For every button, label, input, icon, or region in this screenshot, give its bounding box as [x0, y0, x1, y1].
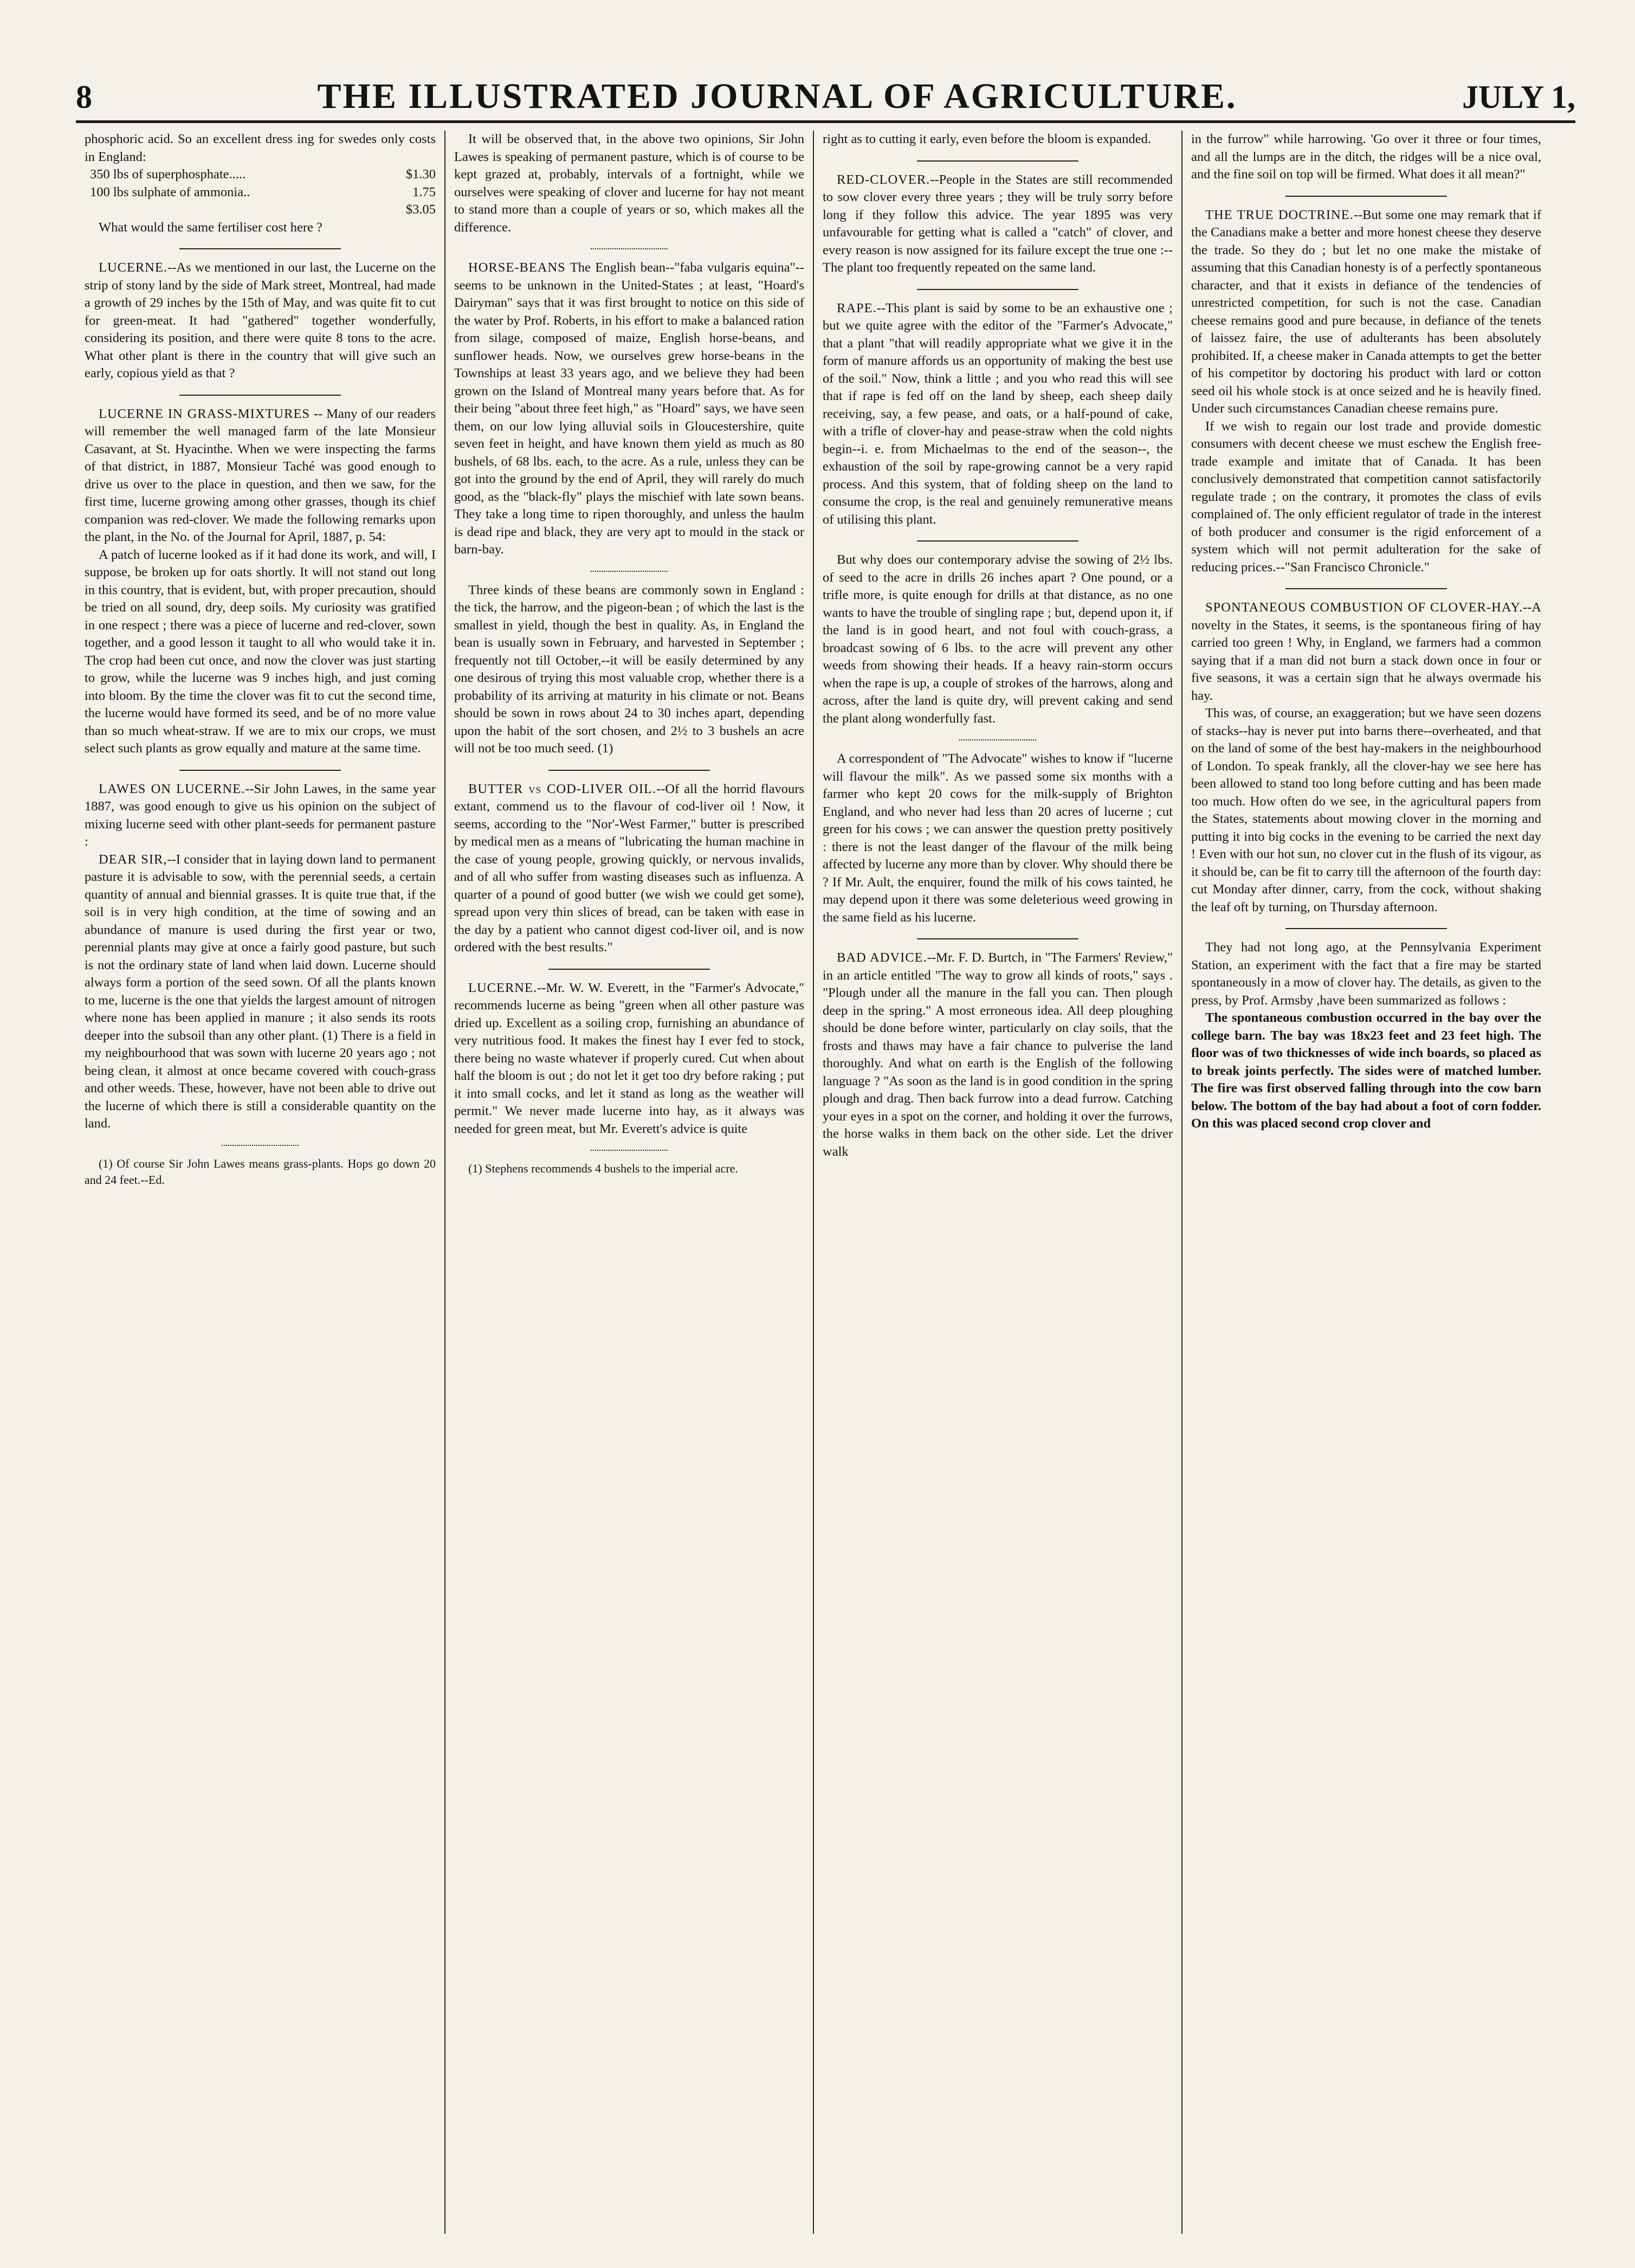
paragraph: If we wish to regain our lost trade and provide domestic consumers with decent cheese we must eschew the English free-trade example and imitate that of Canada. It has been conclusively demonstrated that competition cannot satisfactorily regulate trade ; on the contrary, it promotes the class of evils complained of. The only efficient regulator of trade in the interest of both producer and consumer is the rigid enforcement of a system which will not permit adulteration for the sake of reducing prices.--"San Francisco Chronicle.": [1191, 418, 1541, 575]
paragraph: The spontaneous combustion occurred in the bay over the college barn. The bay was 18x23 feet and 23 feet high. The floor was of two thicknesses of wide inch boards, so placed as to break joints perfectly. The sides were of matched lumber. The fire was first observed falling through into the cow barn below. The bottom of the bay had about a foot of corn fodder. On this was placed second crop clover and: [1191, 1010, 1541, 1131]
cost-label: 100 lbs sulphate of ammonia..: [90, 184, 250, 199]
divider: [591, 571, 668, 572]
divider: [917, 938, 1078, 939]
divider: [959, 739, 1036, 740]
letter-salutation: DEAR SIR,: [99, 852, 167, 867]
article-red-clover: [823, 171, 1173, 277]
divider: [1285, 588, 1446, 589]
cost-value: 1.75: [412, 184, 436, 199]
paragraph: right as to cutting it early, even before the bloom is expanded.: [823, 132, 1151, 146]
footnote: (1) Of course Sir John Lawes means grass-plants. Hops go down 20 and 24 feet.--Ed.: [85, 1156, 436, 1187]
article-rape: [823, 300, 1173, 529]
column-1: [76, 131, 444, 2234]
cost-line: [85, 166, 436, 184]
paragraph: phosphoric acid. So an excellent dress ing for swedes only costs in England:: [85, 132, 436, 164]
divider: [179, 248, 341, 249]
article-body: --Of all the horrid flavours extant, commend us to the flavour of cod-liver oil ! Now, it seems, according to the "Nor'-West Farmer," butter is prescribed by medical men as a means of "lubricating the human machine in the case of young people, growing quickly, or nervous invalids, and of all who suffer from wasting diseases such as influenza. A quarter of a pound of good butter (we wish we could get some), spread upon very thin slices of bread, can be taken with ease in the day by a patient who cannot digest cod-liver oil, and is now ordered with the best results.": [454, 781, 804, 955]
article-body: -- Many of our readers will remember the well managed farm of the late Monsieur Casavant, at St. Hyacinthe. When we were inspecting the farms of that district, in 1887, Monsieur Taché was good enough to drive us over to the place in question, and then we saw, for the first time, lucerne growing among other grasses, though its chief companion was red-clover. We made the following remarks upon the plant, in the No. of the Journal for April, 1887, p. 54:: [85, 406, 436, 544]
divider: [917, 540, 1078, 542]
divider: [548, 770, 709, 771]
article-body: --But some one may remark that if the Canadians make a better and more honest cheese they deserve the trade. So they do ; but let no one make the mistake of assuming that this Canadian honesty is of a perfectly spontaneous character, and that it exists in defiance of the tendencies of unrestricted competition, for such is not the case. Canadian cheese remains good and pure because, in defiance of the tenets of laissez faire, the use of adulterants has been absolutely prohibited. If, a cheese maker in Canada attempts to get the better of his competitor by doctoring his product with lard or cotton seed oil his whole stock is at once seized and he is heavily fined. Under such circumstances Canadian cheese remains pure.: [1191, 207, 1541, 416]
cost-line: [85, 184, 436, 202]
column-3: [813, 131, 1181, 2234]
divider: [917, 289, 1078, 290]
article-true-doctrine: [1191, 207, 1541, 418]
footnote: (1) Stephens recommends 4 bushels to the imperial acre.: [468, 1162, 738, 1175]
article-body: The English bean--"faba vulgaris equina"--seems to be unknown in the United-States ; at least, "Hoard's Dairyman" says that it was first brought to notice on this side of the water by Prof. Roberts, in his effort to make a balanced ration from silage, composed of maize, English horse-beans, and sunflower heads. Now, we ourselves grew horse-beans in the Townships at least 33 years ago, and we believe they had been grown on the Island of Montreal many years before that. As for their being "about three feet high," as "Hoard" says, we have seen them, on our low lying alluvial soils in Gloucestershire, quite seven feet in height, and have known them yield as much as 80 bushels, of 68 lbs. each, to the acre. As a rule, unless they can be got into the ground by the end of April, they will rarely do much good, as the "black-fly" plays the mischief with late sown beans. They take a long time to ripen thoroughly, and unless the haulm is dead ripe and black, they are very apt to mould in the stack or barn-bay.: [454, 260, 804, 557]
article-bad-advice: [823, 949, 1173, 1161]
paragraph: But why does our contemporary advise the sowing of 2½ lbs. of seed to the acre in drills 26 inches apart ? One pound, or a trifle more, is quite enough for drills at that distance, as no one wants to have the trouble of singling rape ; but, depend upon it, if the land is in good heart, and not foul with couch-grass, a broadcast sowing of 6 lbs. to the acre will prevent any other weeds from showing their heads. If a heavy rain-storm occurs when the rape is up, a couple of strokes of the harrows, along and across, after the land is quite dry, will prevent caking and send the plant along wonderfully fast.: [823, 552, 1173, 726]
article-spontaneous-combustion: [1191, 599, 1541, 705]
article-heading: LAWES ON LUCERNE.: [99, 781, 245, 796]
article-body: --A novelty in the States, it seems, is the spontaneous firing of hay carried too green ! Why, in England, we farmers had a common saying that if a man did not burn a stack down once in four or five seasons, it was a certain sign that he always overmade his hay.: [1191, 600, 1541, 703]
article-body: --Mr. F. D. Burtch, in "The Farmers' Review," in an article entitled "The way to grow all kinds of roots," says . "Plough under all the manure in the fall you can. Then plough deep in the spring." A most erroneous idea. All deep ploughing should be done before winter, particularly on clay soils, that the frosts and thaws may have a fair chance to pulverise the land thoroughly. And what on earth is the English of the following language ? "As soon as the land is in good condition in the spring plough and drag. Then back furrow into a dead furrow. Catching your eyes in a spot on the corner, and holding it over the furrows, the horse walks in them back on the other side. Let the driver walk: [823, 950, 1173, 1159]
article-body: --Mr. W. W. Everett, in the "Farmer's Advocate," recommends lucerne as being "green when all other pasture was dried up. Excellent as a soiling crop, furnishing an abundance of very nutritious food. It makes the finest hay I ever fed to stock, there being no waste whatever if properly cured. Cut when about half the bloom is out ; do not let it get too dry before raking ; put it into small cocks, and let it stand as long as the weather will permit." We never made lucerne into hay, as it always was needed for green meat, but Mr. Everett's advice is quite: [454, 980, 804, 1136]
issue-date: JULY 1,: [1462, 79, 1575, 115]
article-lucerne-grass-mixtures: [85, 405, 436, 546]
divider: [591, 1150, 668, 1151]
page-number: 8: [76, 79, 92, 115]
article-body: --People in the States are still recommended to sow clover every three years ; they will be truly sorry before long if they follow this advice. The year 1895 was very unfavourable for getting what is called a "catch" of clover, and every reason is now assigned for its failure except the true one :--The plant too frequently repeated on the same land.: [823, 172, 1173, 275]
paragraph: It will be observed that, in the above two opinions, Sir John Lawes is speaking of permanent pasture, which is of course to be kept grazed at, probably, intervals of a fortnight, while we ourselves were speaking of clover and lucerne for hay not meant to stand more than a couple of years or so, which makes all the difference.: [454, 132, 804, 235]
column-4: [1181, 131, 1550, 2234]
divider: [179, 770, 341, 771]
cost-value: $1.30: [405, 167, 436, 182]
cost-label: 350 lbs of superphosphate.....: [90, 167, 246, 182]
cost-total-value: $3.05: [405, 202, 436, 217]
masthead: [76, 76, 1575, 123]
letter: [85, 851, 436, 1133]
divider: [1285, 928, 1446, 929]
article-lucerne-everett: [454, 980, 804, 1138]
paragraph: Three kinds of these beans are commonly sown in England : the tick, the harrow, and the pigeon-bean ; of which the last is the smallest in yield, though the best in quality. As, in England the bean is usually sown in February, and harvested in September ; frequently not till October,--it will be easily determined by any one desirous of trying this most valuable crop, whether there is a probability of its arriving at maturity in his climate or not. Beans should be sown in rows about 24 to 30 inches apart, depending upon the habit of the sort chosen, and 2½ to 3 bushels an acre will not be too much seed. (1): [454, 582, 804, 756]
cost-total: [85, 201, 436, 219]
paragraph: A patch of lucerne looked as if it had done its work, and will, I suppose, be broken up for oats shortly. It will not stand out long in this country, that is evident, but, with proper precaution, should be tried on all sound, dry, deep soils. My curiosity was gratified in one respect ; there was a piece of lucerne and red-clover, sown together, and a good lesson it taught to all who would take it in. The crop had been cut once, and now the clover was just starting to grow, while the lucerne was 9 inches high, and just coming into bloom. By the time the clover was fit to cut the second time, the lucerne would have formed its seed, and be of no more value than so much wheat-straw. If we are to mix our crops, we must select such plants as grow equally and mature at the same time.: [85, 547, 436, 756]
column-2: [444, 131, 813, 2234]
article-heading: SPONTANEOUS COMBUSTION OF CLOVER-HAY.: [1205, 600, 1523, 615]
text-columns: [76, 131, 1575, 2234]
divider: [1285, 196, 1446, 197]
article-heading: THE TRUE DOCTRINE.: [1205, 207, 1354, 222]
divider: [222, 1145, 299, 1146]
divider: [548, 969, 709, 970]
journal-title: THE ILLUSTRATED JOURNAL OF AGRICULTURE.: [317, 76, 1237, 116]
article-body: --As we mentioned in our last, the Lucerne on the strip of stony land by the side of Mark street, Montreal, had made a growth of 29 inches by the 15th of May, and was quite fit to cut for green-meat. It had "gathered" together wonderfully, considering its position, and there were quite 8 tons to the acre. What other plant is there in the country that will give such an early, copious yield as that ?: [85, 260, 436, 381]
article-heading: LUCERNE.: [99, 260, 168, 275]
divider: [917, 160, 1078, 162]
article-heading: RAPE.: [837, 300, 877, 315]
article-heading: BUTTER vs COD-LIVER OIL.: [468, 781, 657, 796]
article-heading: BAD ADVICE.: [837, 950, 927, 965]
paragraph: They had not long ago, at the Pennsylvania Experiment Station, an experiment with the fact that a fire may be started spontaneously in a mow of clover hay. The details, as given to the press, by Prof. Armsby ,have been summarized as follows :: [1191, 940, 1541, 1008]
article-heading: RED-CLOVER.: [837, 172, 930, 187]
article-heading: LUCERNE IN GRASS-MIXTURES: [99, 406, 311, 421]
article-body: --This plant is said by some to be an exhaustive one ; but we quite agree with the editor of the "Farmer's Advocate," that a plant "that will readily appropriate what we give it in the form of manure affords us an opportunity of making the best use of the soil." Now, think a little ; and you who read this will see that if rape is fed off on the land by sheep, each sheep daily receiving, say, a few pease, and oats, or a half-pound of cake, with a trifle of clover-hay and pease-straw when the cold nights begin--i. e. from Michaelmas to the end of the season--, the exhaustion of the soil by rape-growing cannot be a very rapid process. And this system, that of folding sheep on the land to consume the crop, is the real and genuinely remunerative means of utilising this plant.: [823, 300, 1173, 527]
divider: [179, 395, 341, 396]
article-heading: LUCERNE.: [468, 980, 538, 995]
divider: [591, 248, 668, 249]
paragraph: in the furrow" while harrowing. 'Go over it three or four times, and all the lumps are in the ditch, the ridges will be a nice oval, and the fine soil on top will be firmed. What does it all mean?": [1191, 132, 1541, 182]
paragraph: This was, of course, an exaggeration; but we have seen dozens of stacks--hay is never put into barns there--overheated, and that on the land of some of the best hay-makers in the neighbourhood of London. To speak frankly, all the clover-hay we see here has been allowed to stand too long before cutting and has been made too much. How often do we see, in the agricultural papers from the States, statements about mowing clover in the morning and putting it into big cocks in the evening to be carried the next day ! Even with our hot sun, no clover cut in the flush of its vigour, as it should be, can be fit to carry till the afternoon of the fourth day: cut Monday after dinner, carry, from the cock, without shaking the leaf oft by turning, on Thursday afternoon.: [1191, 706, 1541, 914]
article-lawes-on-lucerne: [85, 781, 436, 851]
letter-body: --I consider that in laying down land to permanent pasture it is advisable to sow, with the perennial seeds, a certain quantity of annual and biennial grasses. It is quite true that, if the soil is in very high condition, at the time of sowing and an abundance of manure is used during the first year or two, perennial plants may give at once a fairly good pasture, but such is not the ordinary state of land when laid down. Lucerne should always form a portion of the seed sown. Of all the plants known to me, lucerne is the one that yields the largest amount of nitrogen where none has been applied in manure ; it also sends its roots deeper into the subsoil than any other plant. (1) There is a field in my neighbourhood that was sown with lucerne 20 years ago ; not being clean, it almost at once became covered with couch-grass and other weeds. These, however, have not been able to drive out the lucerne of which there is still a considerable quantity on the land.: [85, 852, 436, 1131]
paragraph: A correspondent of "The Advocate" wishes to know if "lucerne will flavour the milk". As we passed some six months with a farmer who kept 20 cows for the milk-supply of Brighton England, and who never had less than 20 acres of lucerne ; cut green for his cows ; we can answer the question pretty positively : there is not the least danger of the flavour of the milk being affected by lucerne any more than by clover. Why should there be ? If Mr. Ault, the enquirer, found the milk of his cows tainted, he may depend upon it there was some deleterious weed growing in the same field as his lucerne.: [823, 751, 1173, 925]
article-lucerne: [85, 259, 436, 383]
article-butter-vs-cod-liver-oil: [454, 781, 804, 957]
article-heading: HORSE-BEANS: [468, 260, 566, 275]
paragraph: What would the same fertiliser cost here ?: [99, 220, 322, 235]
article-body: --Sir John Lawes, in the same year 1887, was good enough to give us his opinion on the subject of mixing lucerne seed with other plant-seeds for permanent pasture :: [85, 781, 436, 849]
article-horse-beans: [454, 259, 804, 559]
